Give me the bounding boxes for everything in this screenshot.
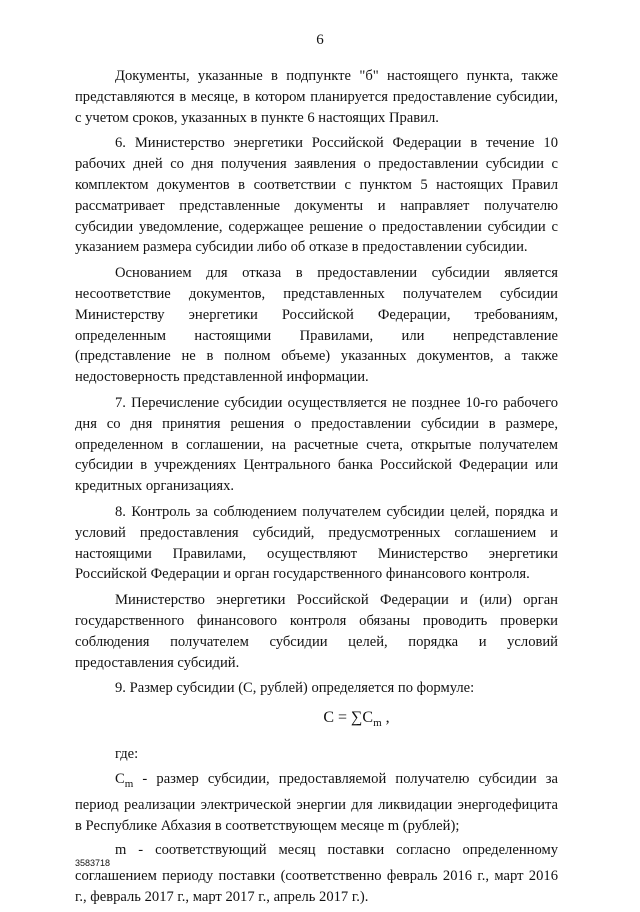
definition-symbol: m	[115, 842, 127, 859]
page-number: 6	[316, 32, 324, 48]
paragraph-refusal-grounds: Основанием для отказа в предоставлении субсидии является несоответствие документов, представленных получателем субсидии Министерству энергетики Российской Федерации, требованиям, определенным настоящими Правилами, или непредставление (представление не в полном объеме) указанных документов, а также недостоверность представленной информации.	[75, 265, 558, 386]
definition-symbol: C	[115, 771, 125, 788]
definition-m	[75, 840, 558, 907]
definition-cm	[75, 769, 558, 836]
paragraph-item-9: 9. Размер субсидии (С, рублей) определяется по формуле:	[115, 680, 475, 697]
paragraph-item-8: 8. Контроль за соблюдением получателем субсидии целей, порядка и условий предоставления субсидий, предусмотренных соглашением и настоящими Правилами, осуществляют Министерство энергетики Российской Федерации и орган государственного финансового контроля.	[75, 503, 558, 583]
where-label: где:	[115, 746, 139, 763]
document-code: 3583718	[75, 858, 111, 868]
paragraph-documents-month: Документы, указанные в подпункте "б" настоящего пункта, также представляются в месяце, в котором планируется предоставление субсидии, с учетом сроков, указанных в пункте 6 настоящих Правил.	[75, 68, 558, 126]
paragraph-inspections: Министерство энергетики Российской Федерации и (или) орган государственного финансового контроля обязаны проводить проверки соблюдения получателем субсидии целей, порядка и условий предоставления субсидий.	[75, 592, 558, 671]
definition-text: - соответствующий месяц поставки согласно определенному соглашением периоду поставки (соответственно февраль 2016 г., март 2016 г., февраль 2017 г., март 2017 г., апрель 2017 г.).	[75, 842, 558, 905]
formula-tail: ,	[381, 709, 390, 727]
paragraph-item-7: 7. Перечисление субсидии осуществляется не позднее 10-го рабочего дня со дня принятия решения о предоставлении субсидии в размере, определенном в соглашении, на расчетные счета, открытые получателем субсидии в учреждениях Центрального банка Российской Федерации или кредитных организациях.	[75, 394, 558, 495]
formula-subscript: m	[373, 717, 382, 730]
document-body	[75, 66, 558, 912]
definition-text: - размер субсидии, предоставляемой получателю субсидии за период реализации электрической энергии для ликвидации энергодефицита в Республике Абхазия в соответствующем месяце m (рублей);	[75, 771, 558, 834]
formula-main: C = ∑C	[323, 709, 374, 727]
subsidy-formula	[155, 707, 558, 734]
paragraph-item-6: 6. Министерство энергетики Российской Федерации в течение 10 рабочих дней со дня получения заявления о предоставлении субсидии с комплектом документов в соответствии с пунктом 5 настоящих Правил рассматривает представленные документы и направляет получателю субсидии уведомление, содержащее решение о предоставлении субсидии с указанием размера субсидии либо об отказе в предоставлении субсидии.	[75, 135, 558, 256]
definition-subscript: m	[124, 778, 134, 790]
